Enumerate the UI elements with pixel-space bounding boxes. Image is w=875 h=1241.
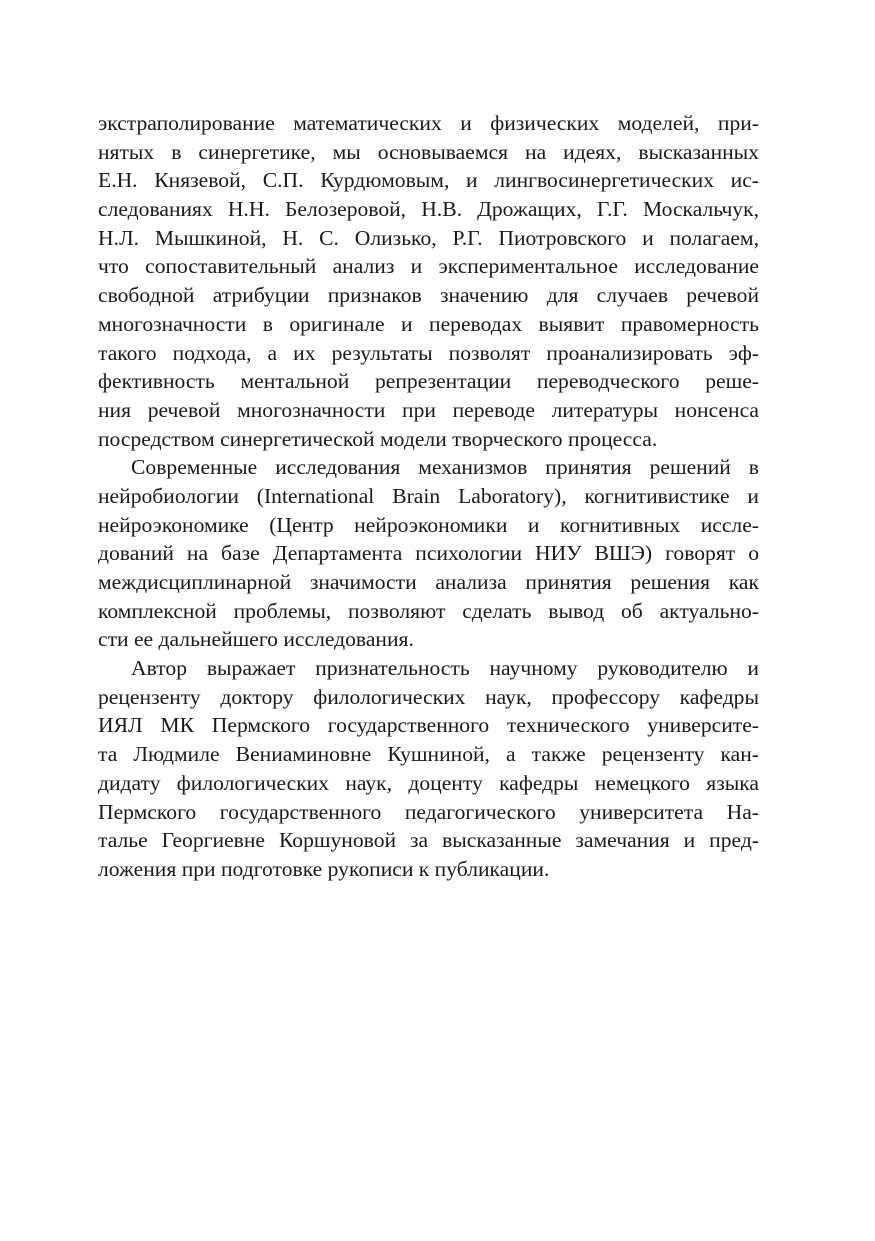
text-line: свободной атрибуции признаков значению для случаев речевой	[98, 283, 759, 308]
text-line: дований на базе Департамента психологии НИУ ВШЭ) говорят о	[98, 541, 759, 566]
text-line: междисциплинарной значимости анализа принятия решения как	[98, 570, 759, 594]
text-line: Е.Н. Князевой, С.П. Курдюмовым, и лингвосинергетических ис-	[98, 168, 759, 193]
body-text	[98, 109, 759, 884]
text-line: нейробиологии (International Brain Laboratory), когнитивистике и	[98, 483, 759, 508]
text-line: экстраполирование математических и физических моделей, при-	[98, 111, 759, 135]
paragraph-1	[98, 109, 759, 453]
text-line: Автор выражает признательность научному руководителю и	[131, 656, 759, 681]
text-line: что сопоставительный анализ и экспериментальное исследование	[98, 254, 759, 279]
paragraph-2	[98, 453, 759, 654]
paragraph-3	[98, 654, 759, 884]
text-line: такого подхода, а их результаты позволят проанализировать эф-	[98, 340, 759, 365]
text-line: ния речевой многозначности при переводе литературы нонсенса	[98, 397, 759, 422]
text-line: сти ее дальнейшего исследования.	[98, 627, 414, 652]
text-line: нятых в синергетике, мы основываемся на идеях, высказанных	[98, 139, 759, 164]
text-line: рецензенту доктору филологических наук, профессору кафедры	[98, 684, 759, 709]
text-line: посредством синергетической модели творческого процесса.	[98, 426, 658, 451]
text-line: Современные исследования механизмов принятия решений в	[131, 455, 759, 480]
text-line: следованиях Н.Н. Белозеровой, Н.В. Дрожащих, Г.Г. Москальчук,	[98, 197, 759, 222]
text-line: ложения при подготовке рукописи к публикации.	[98, 856, 550, 881]
text-line: комплексной проблемы, позволяют сделать вывод об актуально-	[98, 598, 759, 623]
text-line: нейроэкономике (Центр нейроэкономики и когнитивных иссле-	[98, 512, 759, 537]
text-line: ИЯЛ МК Пермского государственного технического университе-	[98, 713, 759, 738]
text-line: талье Георгиевне Коршуновой за высказанные замечания и пред-	[98, 828, 759, 853]
text-line: фективность ментальной репрезентации переводческого реше-	[98, 369, 759, 394]
text-line: та Людмиле Вениаминовне Кушниной, а также рецензенту кан-	[98, 742, 759, 767]
text-line: дидату филологических наук, доценту кафедры немецкого языка	[98, 770, 759, 795]
text-line: многозначности в оригинале и переводах выявит правомерность	[98, 311, 759, 336]
text-line: Н.Л. Мышкиной, Н. С. Олизько, Р.Г. Пиотровского и полагаем,	[98, 225, 759, 250]
text-line: Пермского государственного педагогического университета На-	[98, 799, 759, 824]
